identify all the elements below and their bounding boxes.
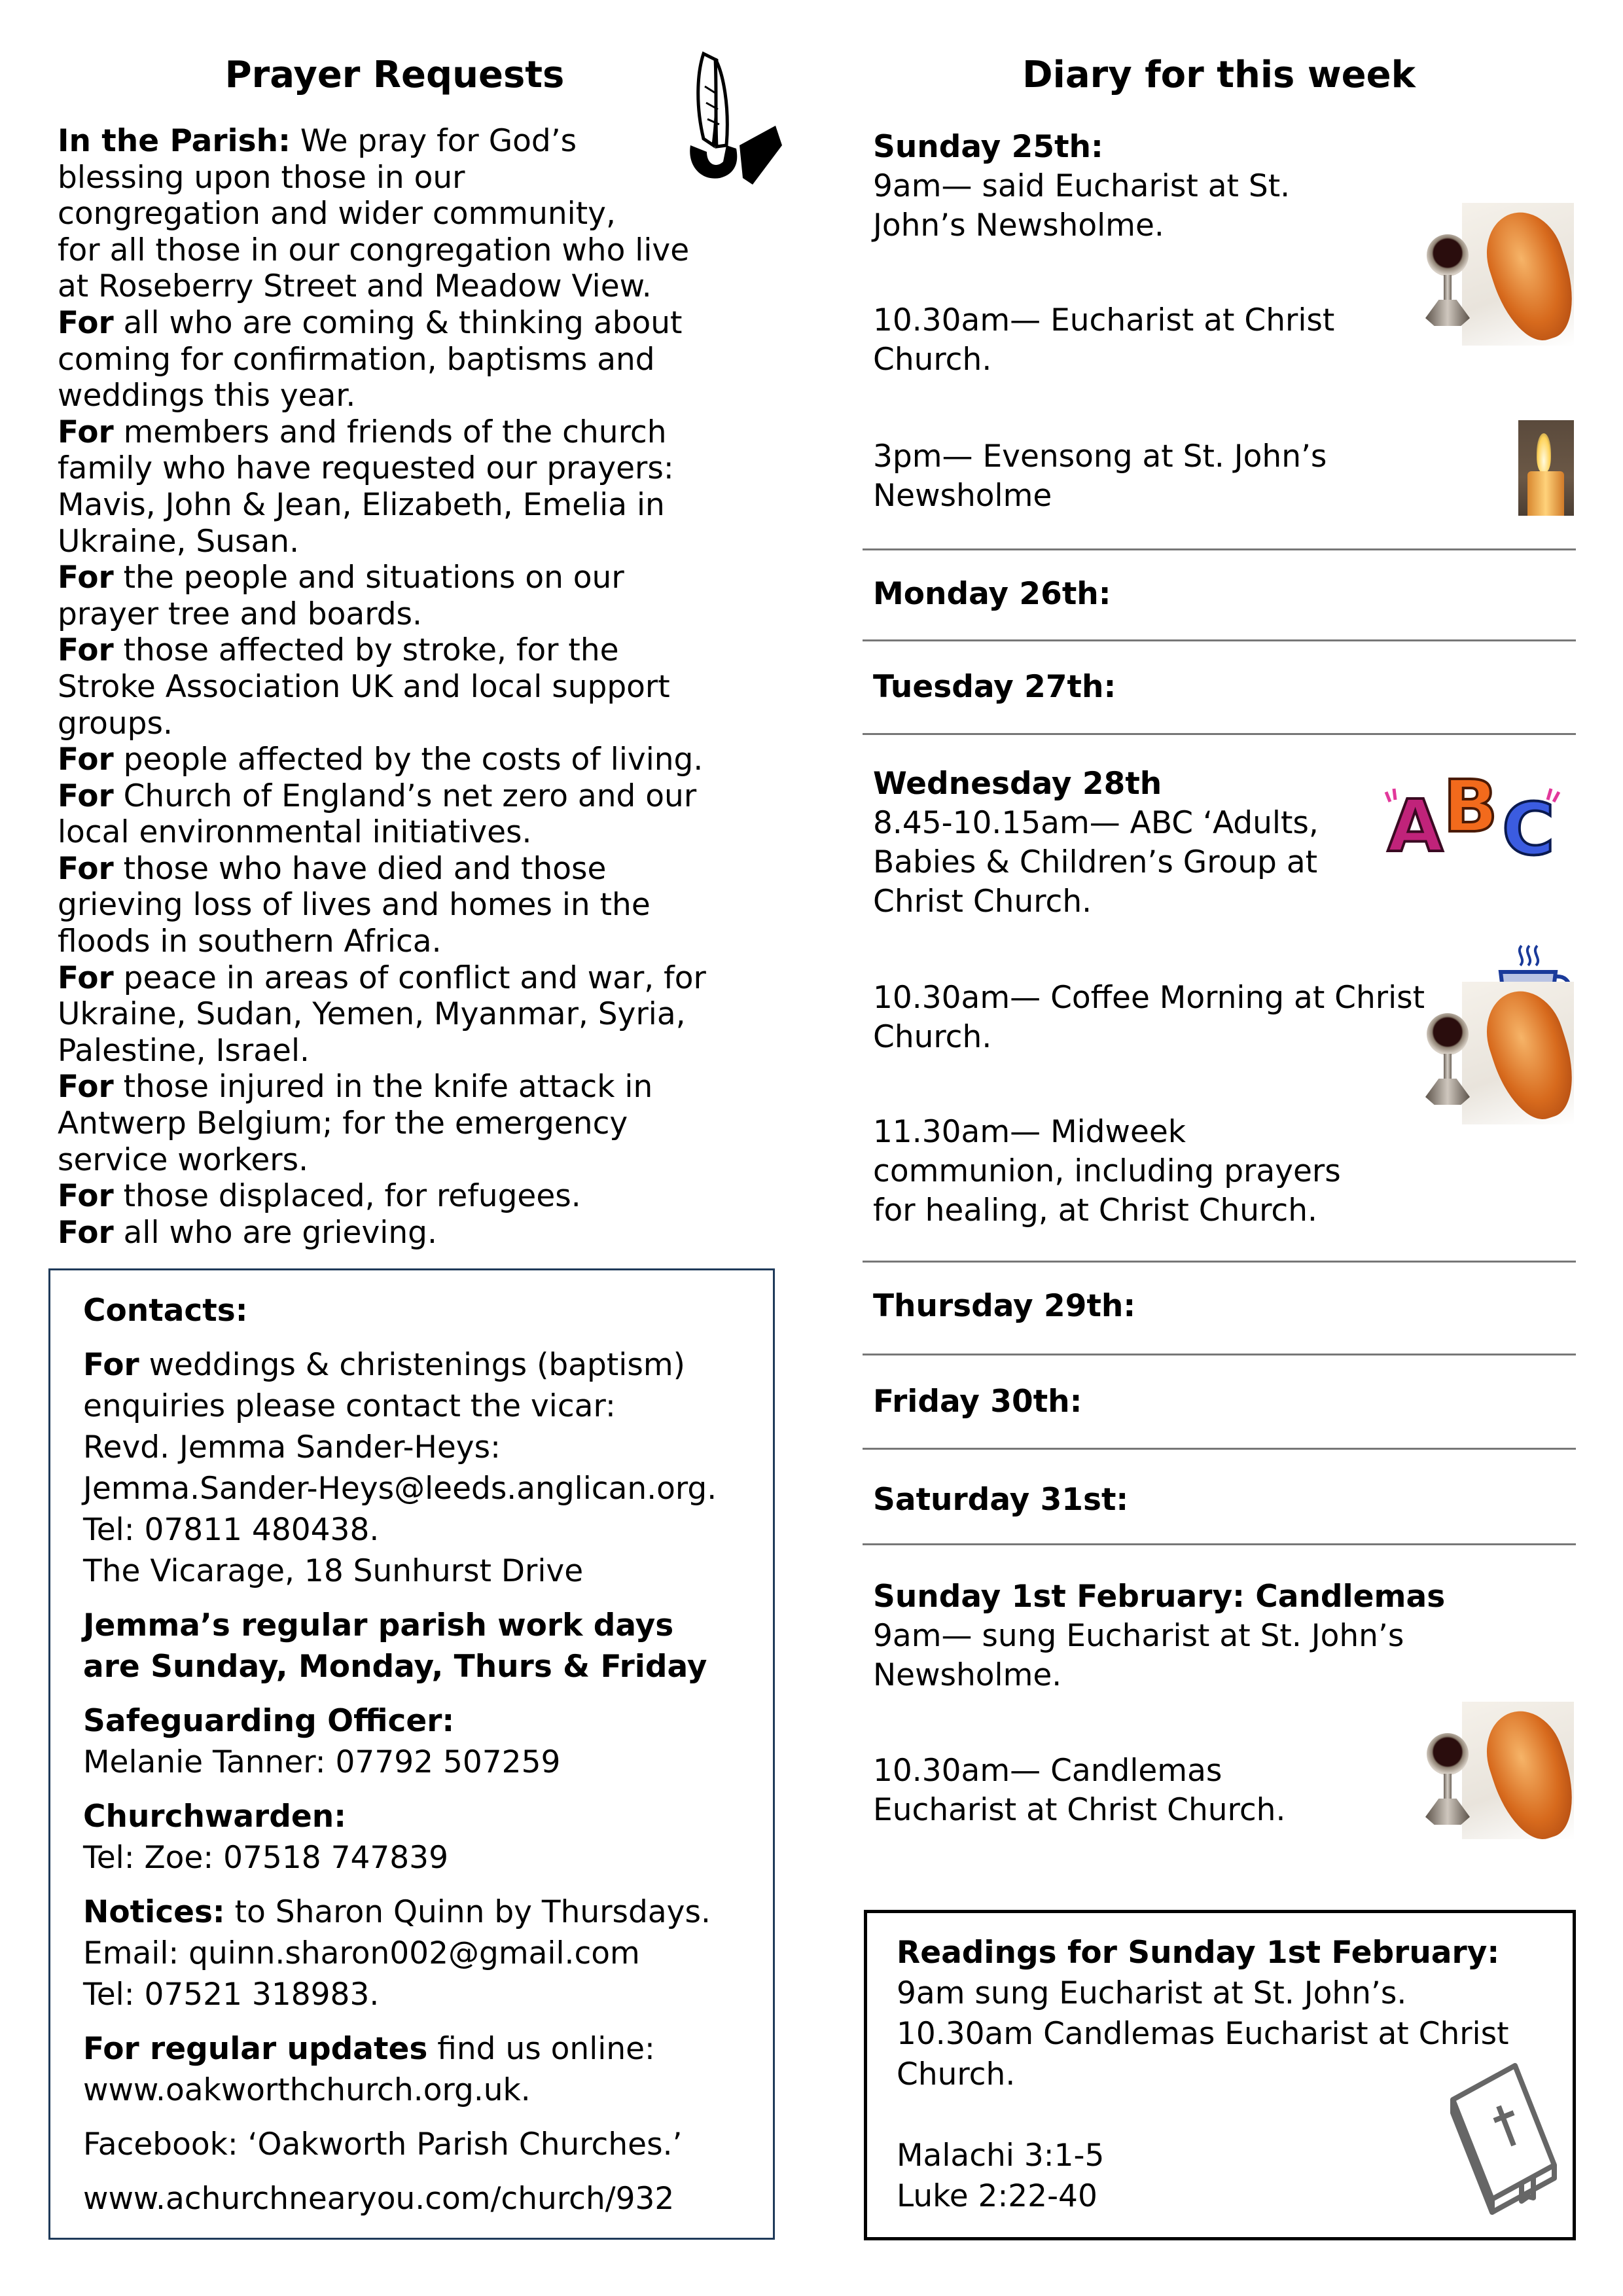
- prayer-line-text: the people and situations on our: [113, 560, 624, 596]
- svg-text:C: C: [1502, 787, 1555, 864]
- notices-line: [83, 1892, 777, 1933]
- prayer-line: [58, 232, 777, 269]
- prayer-line-text: local environmental initiatives.: [58, 814, 532, 851]
- prayer-line-text: people affected by the costs of living.: [113, 742, 704, 778]
- wednesday-event-3: [873, 1113, 1383, 1230]
- notices-label: Notices:: [83, 1894, 225, 1930]
- prayer-line: [58, 632, 777, 669]
- divider: [863, 1543, 1576, 1545]
- bread-and-wine-icon: [1414, 982, 1574, 1124]
- achurchnearyou-link[interactable]: www.achurchnearyou.com/church/932: [83, 2181, 675, 2217]
- prayer-line-text: Church of England’s net zero and our: [113, 778, 697, 814]
- prayer-line-text: grieving loss of lives and homes in the: [58, 887, 651, 924]
- divider: [863, 1354, 1576, 1355]
- prayer-line: [58, 596, 777, 633]
- prayer-requests-title: Prayer Requests: [224, 54, 565, 96]
- prayer-line-text: Ukraine, Sudan, Yemen, Myanmar, Syria,: [58, 996, 686, 1033]
- prayer-line: [58, 960, 777, 997]
- prayer-line: [58, 814, 777, 851]
- wednesday-event-3-line3: for healing, at Christ Church.: [873, 1193, 1317, 1229]
- wednesday-event-2-line2: Church.: [873, 1019, 992, 1055]
- sunday-25-event-2-line1: 10.30am— Eucharist at Christ: [873, 302, 1335, 338]
- prayer-line: [58, 487, 777, 524]
- notices-tel: Tel: 07521 318983.: [83, 1977, 380, 2013]
- wednesday-event-1-line3: Christ Church.: [873, 884, 1092, 920]
- wednesday-event-3-line2: communion, including prayers: [873, 1153, 1341, 1189]
- wednesday-event-2: [873, 978, 1488, 1057]
- divider: [863, 1261, 1576, 1263]
- tuesday-heading: Tuesday 27th:: [873, 669, 1116, 705]
- prayer-line: [58, 342, 777, 378]
- vicar-enquiries: enquiries please contact the vicar:: [83, 1388, 616, 1424]
- sunday-25-block: [873, 128, 1383, 245]
- updates-label: For regular updates: [83, 2031, 428, 2067]
- prayer-line: [58, 706, 777, 742]
- churchwarden-value: Tel: Zoe: 07518 747839: [83, 1840, 448, 1876]
- prayer-line-label: For: [58, 960, 114, 996]
- friday-heading: Friday 30th:: [873, 1384, 1082, 1420]
- prayer-line: [58, 123, 777, 160]
- prayer-line-text: Stroke Association UK and local support: [58, 668, 670, 705]
- for-label: For: [83, 1347, 139, 1383]
- prayer-line-text: Palestine, Israel.: [58, 1032, 310, 1069]
- prayer-list: [58, 123, 777, 1251]
- safeguarding-value: Melanie Tanner: 07792 507259: [83, 1744, 561, 1780]
- sunday-1-event-1-line1: 9am— sung Eucharist at St. John’s: [873, 1618, 1404, 1654]
- readings-line-1: 9am sung Eucharist at St. John’s.: [897, 1975, 1407, 2011]
- divider: [863, 733, 1576, 735]
- sunday-25-event-2-line2: Church.: [873, 342, 992, 378]
- prayer-line: [58, 1142, 777, 1179]
- vicar-name: Revd. Jemma Sander-Heys:: [83, 1429, 501, 1465]
- prayer-line-text: those injured in the knife attack in: [113, 1069, 653, 1105]
- vicar-email-link[interactable]: Jemma.Sander-Heys@leeds.anglican.org.: [83, 1471, 717, 1507]
- sunday-1-block: [873, 1577, 1527, 1695]
- monday-heading: Monday 26th:: [873, 576, 1111, 612]
- reading-ref-1: Malachi 3:1-5: [897, 2138, 1105, 2174]
- prayer-line-text: We pray for God’s: [290, 123, 577, 159]
- prayer-line: [58, 196, 777, 232]
- safeguarding-heading: Safeguarding Officer:: [83, 1703, 455, 1739]
- prayer-line: [58, 268, 777, 305]
- prayer-line-text: those who have died and those: [113, 850, 607, 887]
- wednesday-event-1-line1: 8.45-10.15am— ABC ‘Adults,: [873, 805, 1319, 841]
- prayer-line-text: Antwerp Belgium; for the emergency: [58, 1105, 628, 1142]
- prayer-line: [58, 1033, 777, 1069]
- prayer-line-text: service workers.: [58, 1141, 309, 1178]
- prayer-line: [58, 1215, 777, 1251]
- prayer-line: [58, 887, 777, 924]
- diary-title: Diary for this week: [1022, 54, 1416, 96]
- prayer-line-text: groups.: [58, 705, 173, 742]
- prayer-line-label: For: [58, 304, 114, 341]
- work-days-line1: Jemma’s regular parish work days: [83, 1607, 674, 1643]
- prayer-line: [58, 1178, 777, 1215]
- divider: [863, 1448, 1576, 1450]
- prayer-line-label: For: [58, 1069, 114, 1105]
- prayer-line-label: For: [58, 414, 114, 450]
- prayer-line-text: weddings this year.: [58, 378, 356, 414]
- prayer-line-text: congregation and wider community,: [58, 196, 616, 232]
- sunday-25-event-3: [873, 437, 1383, 516]
- sunday-25-event-1-line1: 9am— said Eucharist at St.: [873, 168, 1291, 204]
- prayer-line: [58, 996, 777, 1033]
- prayer-line-text: at Roseberry Street and Meadow View.: [58, 268, 652, 305]
- wednesday-heading: Wednesday 28th: [873, 766, 1162, 802]
- prayer-line-text: peace in areas of conflict and war, for: [113, 960, 706, 996]
- bread-and-wine-icon: [1414, 1702, 1574, 1839]
- prayer-line-text: those displaced, for refugees.: [113, 1178, 581, 1215]
- svg-text:B: B: [1443, 766, 1498, 848]
- notices-email-link[interactable]: Email: quinn.sharon002@gmail.com: [83, 1935, 640, 1971]
- sunday-1-heading: Sunday 1st February: Candlemas: [873, 1579, 1446, 1615]
- thursday-heading: Thursday 29th:: [873, 1288, 1136, 1324]
- prayer-line-label: For: [58, 742, 114, 778]
- notices-text: to Sharon Quinn by Thursdays.: [224, 1894, 711, 1930]
- sunday-25-event-3-line1: 3pm— Evensong at St. John’s: [873, 439, 1327, 475]
- sunday-1-event-1-line2: Newsholme.: [873, 1657, 1062, 1693]
- prayer-line-label: For: [58, 778, 114, 814]
- sunday-1-event-2-line2: Eucharist at Christ Church.: [873, 1792, 1286, 1828]
- prayer-line-text: those affected by stroke, for the: [113, 632, 619, 669]
- prayer-line-text: all who are grieving.: [113, 1214, 437, 1251]
- sunday-25-event-2: [873, 301, 1383, 380]
- candle-icon: [1518, 420, 1574, 516]
- prayer-line: [58, 742, 777, 778]
- svg-text:A: A: [1387, 784, 1444, 864]
- wednesday-block: [873, 764, 1383, 922]
- vicar-lead: [83, 1344, 777, 1386]
- prayer-line-text: floods in southern Africa.: [58, 924, 442, 960]
- prayer-line: [58, 305, 777, 342]
- readings-line-2: 10.30am Candlemas Eucharist at Christ: [897, 2016, 1509, 2052]
- abc-letters-icon: [1381, 766, 1577, 864]
- readings-box: [864, 1910, 1576, 2240]
- prayer-line-text: blessing upon those in our: [58, 159, 465, 196]
- vicar-lead-text: weddings & christenings (baptism): [139, 1347, 685, 1383]
- contacts-heading: Contacts:: [83, 1293, 248, 1329]
- prayer-line-text: members and friends of the church: [113, 414, 667, 450]
- bible-icon: [1443, 2060, 1567, 2217]
- prayer-line: [58, 924, 777, 960]
- prayer-line: [58, 851, 777, 888]
- readings-line-3: Church.: [897, 2056, 1016, 2092]
- sunday-25-heading: Sunday 25th:: [873, 129, 1103, 165]
- prayer-line: [58, 778, 777, 815]
- prayer-line: [58, 669, 777, 706]
- reading-ref-2: Luke 2:22-40: [897, 2178, 1097, 2214]
- prayer-line: [58, 524, 777, 560]
- prayer-line-label: For: [58, 560, 114, 596]
- wednesday-event-1-line2: Babies & Children’s Group at: [873, 844, 1318, 880]
- prayer-line-text: coming for confirmation, baptisms and: [58, 341, 655, 378]
- readings-heading: Readings for Sunday 1st February:: [897, 1935, 1500, 1971]
- prayer-line: [58, 1105, 777, 1142]
- sunday-1-event-2: [873, 1751, 1383, 1830]
- prayer-line-label: For: [58, 1178, 114, 1215]
- saturday-heading: Saturday 31st:: [873, 1482, 1129, 1518]
- bread-and-wine-icon: [1414, 203, 1574, 346]
- prayer-line-text: family who have requested our prayers:: [58, 450, 674, 487]
- prayer-line-text: prayer tree and boards.: [58, 596, 422, 632]
- prayer-line: [58, 160, 777, 196]
- prayer-line: [58, 378, 777, 414]
- prayer-line-text: all who are coming & thinking about: [113, 304, 683, 341]
- prayer-line-label: For: [58, 632, 114, 669]
- prayer-line-label: In the Parish:: [58, 123, 291, 159]
- updates-text: find us online:: [427, 2031, 655, 2067]
- prayer-line: [58, 414, 777, 451]
- prayer-line: [58, 1069, 777, 1105]
- contacts-box: [48, 1268, 775, 2240]
- vicar-tel: Tel: 07811 480438.: [83, 1512, 380, 1548]
- prayer-line: [58, 450, 777, 487]
- sunday-25-event-1-line2: John’s Newsholme.: [873, 207, 1164, 243]
- prayer-line: [58, 560, 777, 596]
- prayer-line-text: for all those in our congregation who live: [58, 232, 690, 268]
- updates-line: [83, 2028, 777, 2070]
- divider: [863, 639, 1576, 641]
- sunday-25-event-3-line2: Newsholme: [873, 478, 1052, 514]
- divider: [863, 548, 1576, 550]
- prayer-line-text: Ukraine, Susan.: [58, 523, 300, 560]
- vicar-address: The Vicarage, 18 Sunhurst Drive: [83, 1553, 584, 1589]
- prayer-line-label: For: [58, 1214, 114, 1251]
- prayer-line-text: Mavis, John & Jean, Elizabeth, Emelia in: [58, 486, 665, 523]
- churchwarden-heading: Churchwarden:: [83, 1799, 347, 1835]
- wednesday-event-2-line1: 10.30am— Coffee Morning at Christ: [873, 980, 1425, 1016]
- sunday-1-event-2-line1: 10.30am— Candlemas: [873, 1753, 1222, 1789]
- website-link[interactable]: www.oakworthchurch.org.uk.: [83, 2072, 531, 2108]
- facebook-line: Facebook: ‘Oakworth Parish Churches.’: [83, 2126, 683, 2162]
- wednesday-event-3-line1: 11.30am— Midweek: [873, 1114, 1186, 1150]
- prayer-line-label: For: [58, 850, 114, 887]
- work-days-line2: are Sunday, Monday, Thurs & Friday: [83, 1649, 707, 1685]
